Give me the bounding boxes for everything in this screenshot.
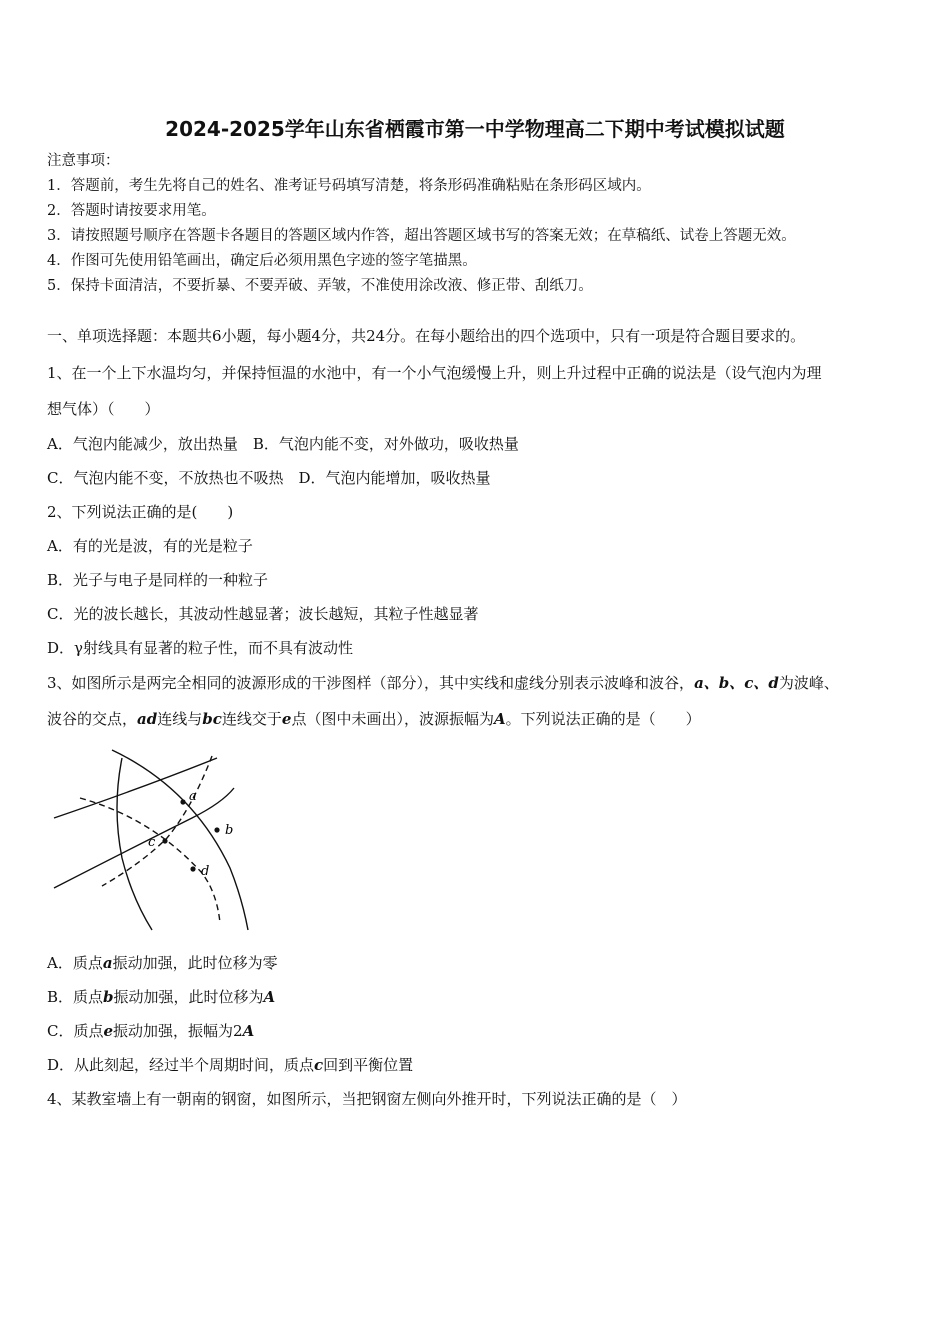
label-b: b bbox=[225, 823, 234, 838]
q3-var: A bbox=[493, 710, 506, 728]
crest-arc bbox=[117, 758, 152, 930]
q3-text: 为波峰、 bbox=[778, 674, 839, 692]
q3-text: 3、如图所示是两完全相同的波源形成的干涉图样（部分），其中实线和虚线分别表示波峰和波谷， bbox=[47, 674, 695, 692]
question-2-option-a: A．有的光是波，有的光是粒子 bbox=[47, 537, 253, 555]
page-title: 2024-2025学年山东省栖霞市第一中学物理高二下期中考试模拟试题 bbox=[165, 117, 785, 141]
interference-figure bbox=[52, 748, 262, 933]
point-c bbox=[162, 838, 167, 843]
q3-text: 。下列说法正确的是（ ） bbox=[505, 710, 701, 728]
opt-var: A bbox=[263, 988, 276, 1006]
question-3-stem bbox=[47, 673, 839, 693]
notice-item: 4．作图可先使用铅笔画出，确定后必须用黑色字迹的签字笔描黑。 bbox=[47, 253, 477, 269]
point-b bbox=[214, 827, 219, 832]
label-a: a bbox=[189, 789, 197, 804]
point-d bbox=[190, 866, 195, 871]
question-3-option-d bbox=[47, 1055, 413, 1075]
question-3-option-b bbox=[47, 987, 275, 1007]
opt-text: D．从此刻起，经过半个周期时间，质点 bbox=[47, 1056, 315, 1074]
label-d: d bbox=[201, 864, 210, 879]
q3-text: 连线与 bbox=[157, 710, 203, 728]
trough-arc bbox=[80, 798, 220, 923]
notice-item: 1．答题前，考生先将自己的姓名、准考证号码填写清楚，将条形码准确粘贴在条形码区域内。 bbox=[47, 178, 651, 194]
notice-item: 5．保持卡面清洁，不要折暴、不要弄破、弄皱，不准使用涂改液、修正带、刮纸刀。 bbox=[47, 278, 593, 294]
opt-var: A bbox=[242, 1022, 255, 1040]
question-2-stem: 2、下列说法正确的是( ) bbox=[47, 503, 234, 521]
q3-var: e bbox=[281, 710, 292, 728]
label-c: c bbox=[148, 835, 156, 850]
q3-var: a、b、c、d bbox=[694, 674, 779, 692]
notice-item: 3．请按照题号顺序在答题卡各题目的答题区域内作答，超出答题区域书写的答案无效；在草稿纸、试卷上答题无效。 bbox=[47, 228, 796, 244]
question-1-options-cd: C．气泡内能不变，不放热也不吸热 D．气泡内能增加，吸收热量 bbox=[47, 469, 491, 487]
question-1-options-ab: A．气泡内能减少，放出热量 B．气泡内能不变，对外做功，吸收热量 bbox=[47, 435, 519, 453]
q3-var: bc bbox=[202, 710, 222, 728]
question-4-stem: 4、某教室墙上有一朝南的钢窗，如图所示，当把钢窗左侧向外推开时，下列说法正确的是（ ） bbox=[47, 1090, 687, 1108]
opt-var: b bbox=[103, 988, 114, 1006]
opt-text: 振动加强，此时位移为零 bbox=[112, 954, 278, 972]
q3-text: 连线交于 bbox=[221, 710, 282, 728]
section-heading: 一、单项选择题：本题共6小题，每小题4分，共24分。在每小题给出的四个选项中，只有一项是符合题目要求的。 bbox=[47, 327, 806, 345]
q3-text: 波谷的交点， bbox=[47, 710, 138, 728]
opt-text: 回到平衡位置 bbox=[323, 1056, 414, 1074]
opt-text: C．质点 bbox=[47, 1022, 104, 1040]
question-1-stem-cont: 想气体）（ ） bbox=[47, 400, 160, 418]
opt-text: 振动加强，此时位移为 bbox=[113, 988, 264, 1006]
question-3-stem-cont bbox=[47, 709, 701, 729]
crest-arc bbox=[54, 758, 217, 818]
point-a bbox=[180, 799, 185, 804]
question-2-option-c: C．光的波长越长，其波动性越显著；波长越短，其粒子性越显著 bbox=[47, 605, 479, 623]
opt-text: A．质点 bbox=[47, 954, 103, 972]
question-2-option-b: B．光子与电子是同样的一种粒子 bbox=[47, 571, 269, 589]
question-3-option-a bbox=[47, 953, 278, 973]
question-2-option-d: D．γ射线具有显著的粒子性，而不具有波动性 bbox=[47, 639, 353, 657]
opt-text: B．质点 bbox=[47, 988, 104, 1006]
question-3-option-c bbox=[47, 1021, 254, 1041]
notice-item: 2．答题时请按要求用笔。 bbox=[47, 203, 216, 219]
opt-var: c bbox=[314, 1056, 324, 1074]
q3-var: ad bbox=[137, 710, 158, 728]
notice-heading: 注意事项： bbox=[47, 153, 120, 169]
opt-var: a bbox=[102, 954, 113, 972]
question-1-stem: 1、在一个上下水温均匀，并保持恒温的水池中，有一个小气泡缓慢上升，则上升过程中正确的说法是（设气泡内为理 bbox=[47, 364, 822, 382]
opt-var: e bbox=[103, 1022, 114, 1040]
opt-text: 振动加强，振幅为2 bbox=[113, 1022, 243, 1040]
crest-arc bbox=[112, 750, 248, 930]
q3-text: 点（图中未画出），波源振幅为 bbox=[291, 710, 494, 728]
